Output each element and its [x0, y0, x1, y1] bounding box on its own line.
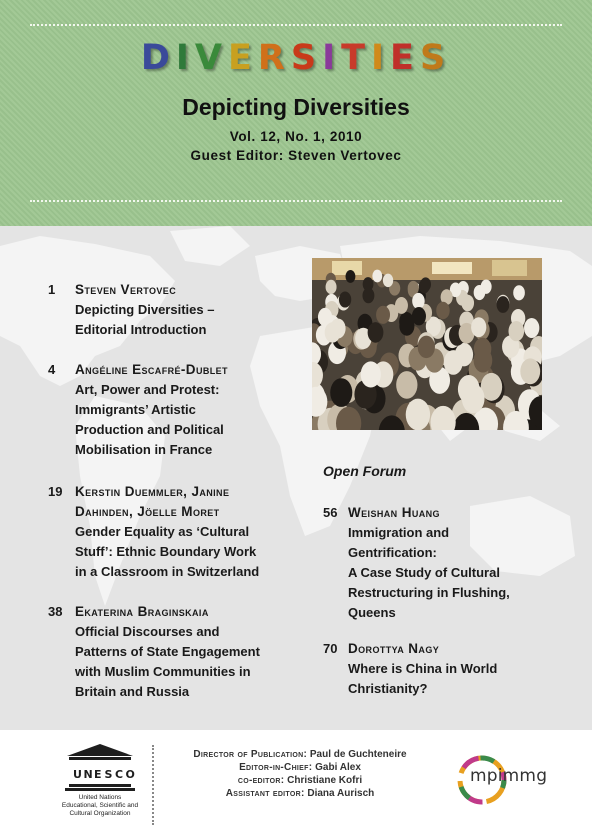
unesco-name-line: Educational, Scientific and: [61, 802, 139, 809]
dotted-divider-bottom: [30, 200, 562, 202]
crowd-figure: [383, 274, 393, 287]
logo-letter: I: [371, 38, 391, 78]
crowd-figure: [461, 295, 474, 312]
logo-letter: R: [257, 38, 291, 78]
crowd-figure: [330, 319, 345, 339]
article-title-line: Gender Equality as ‘Cultural: [75, 524, 250, 539]
article-title-line: Official Discourses and: [75, 624, 220, 639]
contents-entry[interactable]: [323, 639, 563, 699]
article-author: Ekaterina Braginskaia: [75, 604, 209, 619]
article-title-line: Immigrants’ Artistic: [75, 402, 196, 417]
credit-name: Paul de Guchteneire: [309, 749, 407, 760]
article-title-line: Patterns of State Engagement: [75, 644, 260, 659]
credit-name: Gabi Alex: [315, 762, 361, 773]
logo-letter: I: [175, 38, 195, 78]
crowd-figure: [339, 292, 351, 308]
logo-letter: E: [228, 38, 258, 78]
issue-volume: Vol. 12, No. 1, 2010: [229, 129, 363, 144]
logo-letter: S: [290, 38, 323, 78]
article-title-line: Gentrification:: [348, 545, 437, 560]
article-title-line: in a Classroom in Switzerland: [75, 564, 260, 579]
contents-entry[interactable]: [48, 280, 298, 340]
page-number: 38: [48, 604, 63, 619]
crowd-figure: [508, 321, 524, 341]
logo-letter: S: [419, 38, 452, 78]
article-title-line: A Case Study of Cultural: [348, 565, 500, 580]
crowd-figure: [474, 348, 493, 372]
article-author: Weishan Huang: [348, 505, 440, 520]
page-number: 1: [48, 282, 56, 297]
crowd-figure: [412, 307, 426, 325]
article-title-line: Editorial Introduction: [75, 322, 207, 337]
crowd-figure: [436, 302, 449, 320]
unesco-logo-letter: S: [104, 768, 113, 781]
credit-name: Diana Aurisch: [307, 788, 375, 799]
crowd-figure: [524, 318, 539, 338]
credit-role: Editor-in-Chief:: [239, 762, 313, 773]
credit-line: [150, 748, 450, 761]
crowd-figure: [481, 280, 492, 294]
open-forum-heading: Open Forum: [323, 463, 407, 479]
crowd-figure: [513, 285, 525, 300]
crowd-figure: [497, 296, 510, 313]
unesco-logo: [55, 742, 145, 797]
unesco-name-line: Cultural Organization: [69, 810, 131, 817]
article-title-line: Restructuring in Flushing,: [348, 585, 510, 600]
credit-line: [150, 787, 450, 800]
article-title-line: Art, Power and Protest:: [75, 382, 220, 397]
crowd-figure: [406, 399, 430, 430]
logo-letter: E: [390, 38, 420, 78]
diversities-logo: [0, 38, 592, 78]
page-number: 56: [323, 505, 338, 520]
credit-role: co-editor:: [237, 775, 285, 786]
article-author: Dahinden, Jöelle Moret: [75, 504, 220, 519]
crowd-figure: [330, 378, 352, 407]
article-title-line: Where is China in World: [348, 661, 498, 676]
dotted-divider-top: [30, 24, 562, 26]
article-title-line: Depicting Diversities –: [75, 302, 215, 317]
crowd-figure: [376, 306, 390, 324]
page-number: 19: [48, 484, 63, 499]
crowd-figure: [345, 270, 355, 283]
unesco-name: [50, 794, 150, 818]
article-title-line: with Muslim Communities in: [75, 664, 251, 679]
crowd-figure: [419, 279, 430, 293]
article-author: Angéline Escafré-Dublet: [75, 362, 228, 377]
article-author: Kerstin Duemmler, Janine: [75, 484, 230, 499]
credit-role: Director of Publication:: [193, 749, 308, 760]
crowd-figure: [462, 384, 485, 414]
issue-title: Depicting Diversities: [182, 94, 410, 120]
crowd-figure: [372, 270, 382, 283]
credit-line: [150, 774, 450, 787]
contents-entry[interactable]: [323, 503, 563, 623]
unesco-logo-letter: N: [83, 768, 93, 781]
article-title-line: Queens: [348, 605, 396, 620]
crowd-figure: [361, 361, 381, 387]
article-title-line: Britain and Russia: [75, 684, 190, 699]
crowd-figure: [368, 322, 384, 343]
unesco-logo-letter: U: [73, 768, 82, 781]
logo-letter: D: [140, 38, 176, 78]
article-title-line: Production and Political: [75, 422, 224, 437]
crowd-photo-image: [312, 258, 542, 430]
crowd-photo: [312, 258, 542, 430]
article-title-line: Christianity?: [348, 681, 428, 696]
logo-letter: V: [194, 38, 228, 78]
contents-entry[interactable]: [48, 482, 298, 582]
credit-line: [150, 761, 450, 774]
logo-letter: T: [341, 38, 371, 78]
article-title-line: Stuff’: Ethnic Boundary Work: [75, 544, 257, 559]
crowd-figure: [471, 317, 486, 337]
credit-role: Assistant editor:: [225, 788, 305, 799]
publication-credits: [150, 748, 450, 800]
unesco-name-line: United Nations: [78, 794, 122, 801]
crowd-figure: [520, 358, 540, 384]
article-author: Dorottya Nagy: [348, 641, 440, 656]
mpimmg-wordmark: mpimmg: [470, 766, 548, 786]
crowd-figure: [399, 316, 414, 336]
page-number: 70: [323, 641, 338, 656]
crowd-figure: [362, 288, 374, 304]
guest-editor: Guest Editor: Steven Vertovec: [190, 148, 402, 163]
unesco-logo-letter: E: [94, 768, 102, 781]
unesco-logo-letter: O: [125, 768, 135, 781]
contents-entry[interactable]: [48, 602, 298, 702]
page-number: 4: [48, 362, 56, 377]
article-author: Steven Vertovec: [75, 282, 177, 297]
contents-entry[interactable]: [48, 360, 298, 460]
crowd-figure: [396, 371, 417, 399]
crowd-figure: [326, 280, 337, 294]
crowd-figure: [418, 336, 435, 358]
article-title-line: Immigration and: [348, 525, 450, 540]
crowd-figure: [455, 343, 473, 367]
logo-letter: I: [322, 38, 342, 78]
unesco-temple-icon: [55, 742, 145, 792]
article-title-line: Mobilisation in France: [75, 442, 213, 457]
credit-name: Christiane Kofri: [287, 775, 363, 786]
crowd-figure: [412, 293, 425, 309]
unesco-logo-letter: C: [115, 768, 124, 781]
header-band: [0, 0, 592, 226]
